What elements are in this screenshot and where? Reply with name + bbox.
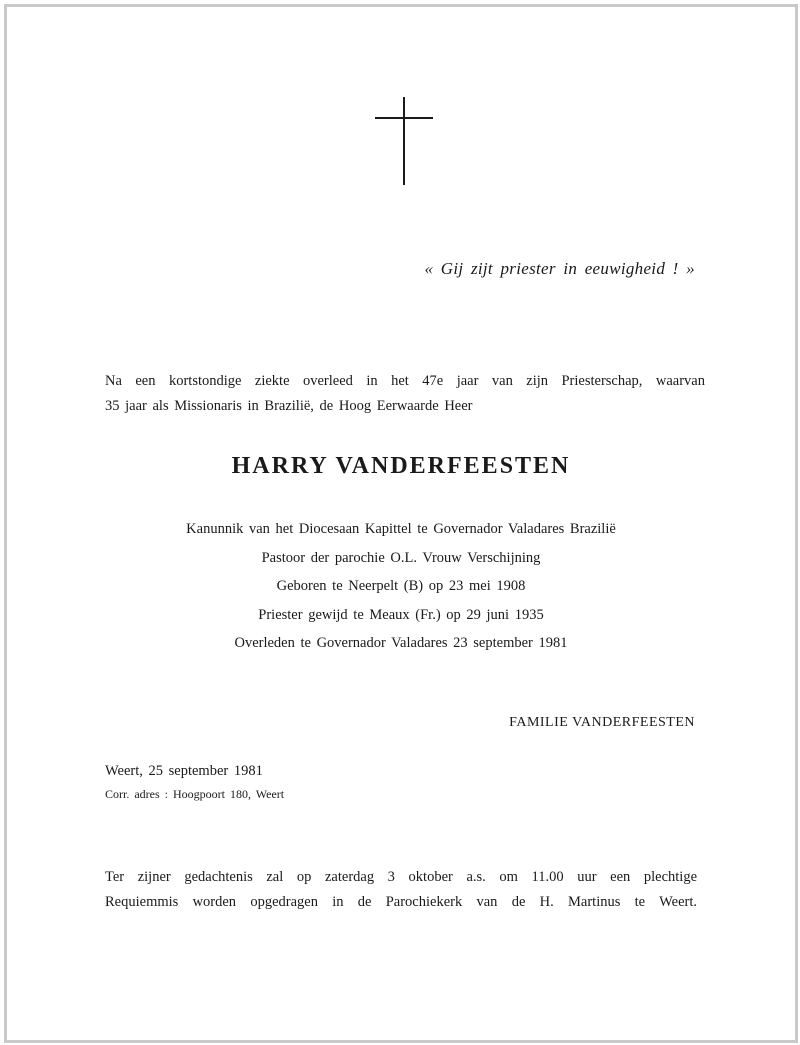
memorial-paragraph [105, 865, 697, 915]
memorial-card [4, 4, 798, 1043]
detail-died: Overleden te Governador Valadares 23 september 1981 [234, 635, 568, 651]
correspondence-address: Corr. adres : Hoogpoort 180, Weert [105, 787, 285, 801]
intro-line-1: Na een kortstondige ziekte overleed in het 47e jaar van zijn Priesterschap, waarvan [105, 373, 705, 389]
place-date: Weert, 25 september 1981 [105, 763, 263, 779]
intro-line-2: 35 jaar als Missionaris in Brazilië, de Hoog Eerwaarde Heer [105, 398, 473, 414]
detail-born: Geboren te Neerpelt (B) op 23 mei 1908 [276, 578, 526, 594]
cross-icon [375, 97, 435, 187]
biography-details [7, 515, 795, 658]
memorial-line-1: Ter zijner gedachtenis zal op zaterdag 3 oktober a.s. om 11.00 uur een plechtige [105, 869, 697, 885]
memorial-line-2: Requiemmis worden opgedragen in de Parochiekerk van de H. Martinus te Weert. [105, 894, 697, 910]
motto-text: « Gij zijt priester in eeuwigheid ! » [424, 259, 695, 278]
detail-ordained: Priester gewijd te Meaux (Fr.) op 29 juni 1935 [258, 606, 544, 623]
intro-paragraph [105, 369, 705, 419]
family-signature: FAMILIE VANDERFEESTEN [509, 715, 695, 730]
deceased-name: HARRY VANDERFEESTEN [231, 453, 571, 479]
detail-parish: Pastoor der parochie O.L. Vrouw Verschijning [261, 549, 541, 566]
detail-title: Kanunnik van het Diocesaan Kapittel te Governador Valadares Brazilië [186, 521, 616, 537]
